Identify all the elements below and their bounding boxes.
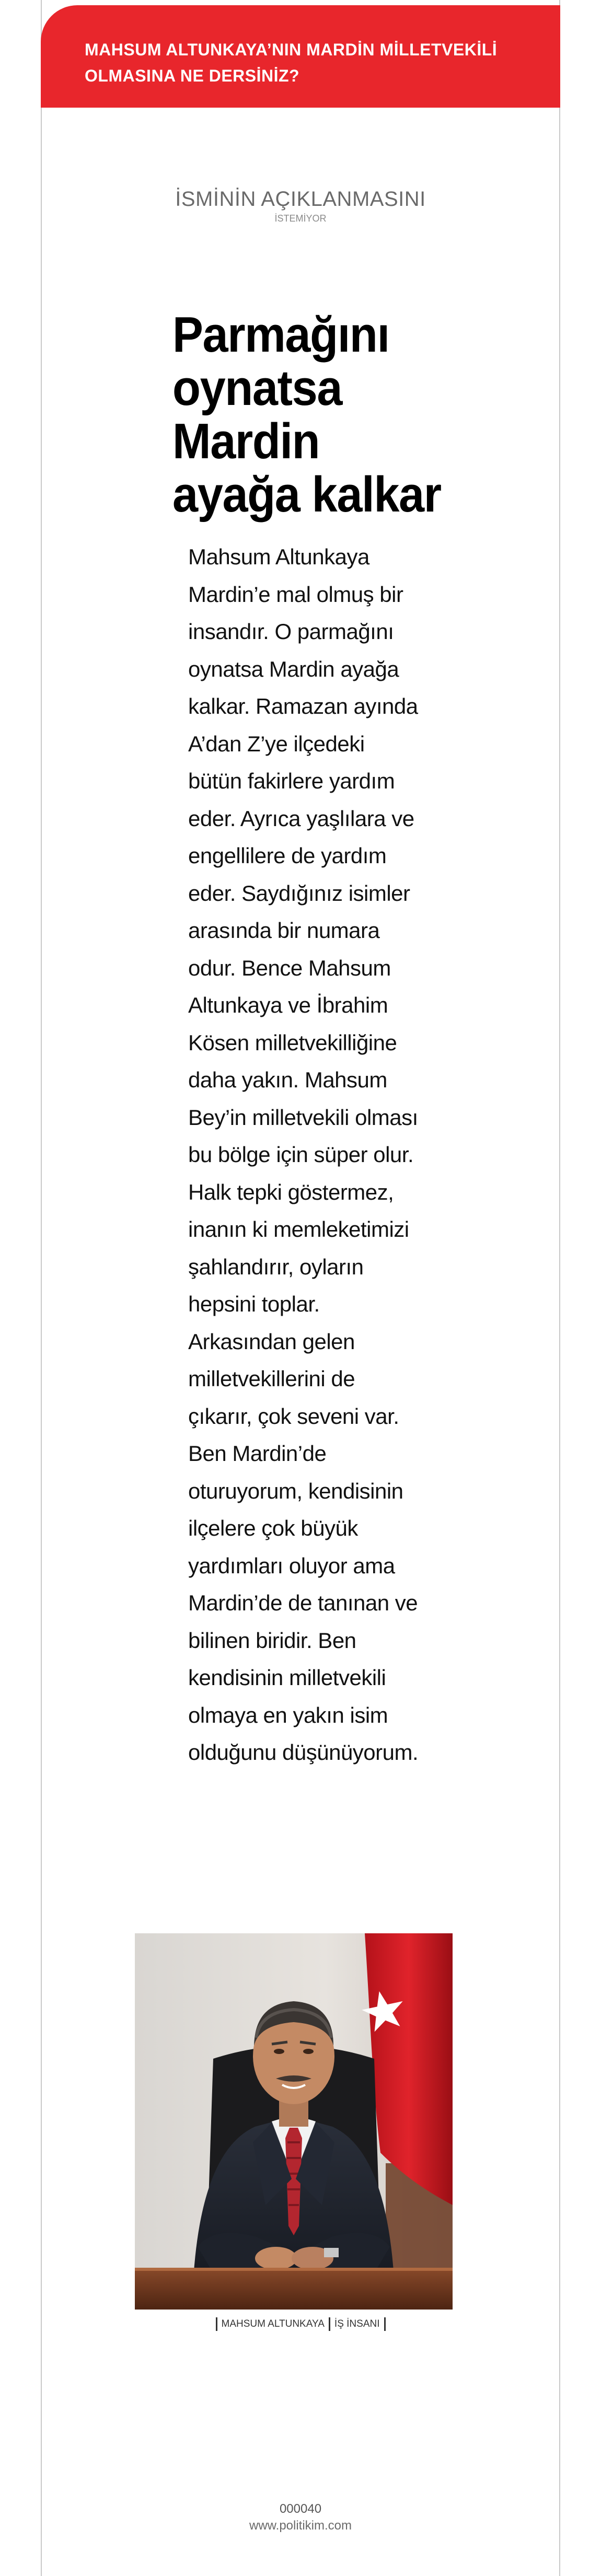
article-headline: Parmağını oynatsa Mardin ayağa kalkar <box>172 307 441 523</box>
caption-divider <box>216 2317 217 2331</box>
article-body: Mahsum Altunkaya Mardin’e mal olmuş bir insandır. O parmağını oynatsa Mardin ayağa kalkar. Ramazan ayında A’dan Z’ye ilçedeki bütün fakirlere yardım eder. Ayrıca yaşlılara ve engellilere de yardım eder. Saydığınız isimler arasında bir numara odur. Bence Mahsum Altunkaya ve İbrahim Kösen milletvekilliğine daha yakın. Mahsum Bey’in milletvekili olması bu bölge için süper olur. Halk tepki göstermez, inanın ki memleketimizi şahlandırır, oyların hepsini toplar. Arkasından gelen milletvekillerini de çıkarır, çok seveni var. Ben Mardin’de oturuyorum, kendisinin ilçelere çok büyük yardımları oluyor ama Mardin’de de tanınan ve bilinen biridir. Ben kendisinin milletvekili olmaya en yakın isim olduğunu düşünüyorum. <box>188 544 419 1765</box>
source-name: İSMİNİN AÇIKLANMASINI <box>175 188 426 211</box>
caption-divider <box>329 2317 330 2331</box>
photo-caption <box>41 2314 560 2335</box>
question-banner <box>41 5 560 108</box>
page-number: 000040 <box>279 2502 322 2516</box>
source-note: İSTEMİYOR <box>274 213 327 224</box>
caption-name: MAHSUM ALTUNKAYA <box>221 2318 325 2329</box>
source-attribution <box>41 187 560 225</box>
page-footer <box>41 2501 560 2534</box>
caption-divider <box>384 2317 386 2331</box>
caption-title: İŞ İNSANI <box>334 2318 380 2329</box>
question-title: MAHSUM ALTUNKAYA’NIN MARDİN MİLLETVEKİLİ OLMASINA NE DERSİNİZ? <box>85 40 498 85</box>
portrait-photo <box>135 1933 453 2310</box>
website-link[interactable]: www.politikim.com <box>249 2519 352 2533</box>
